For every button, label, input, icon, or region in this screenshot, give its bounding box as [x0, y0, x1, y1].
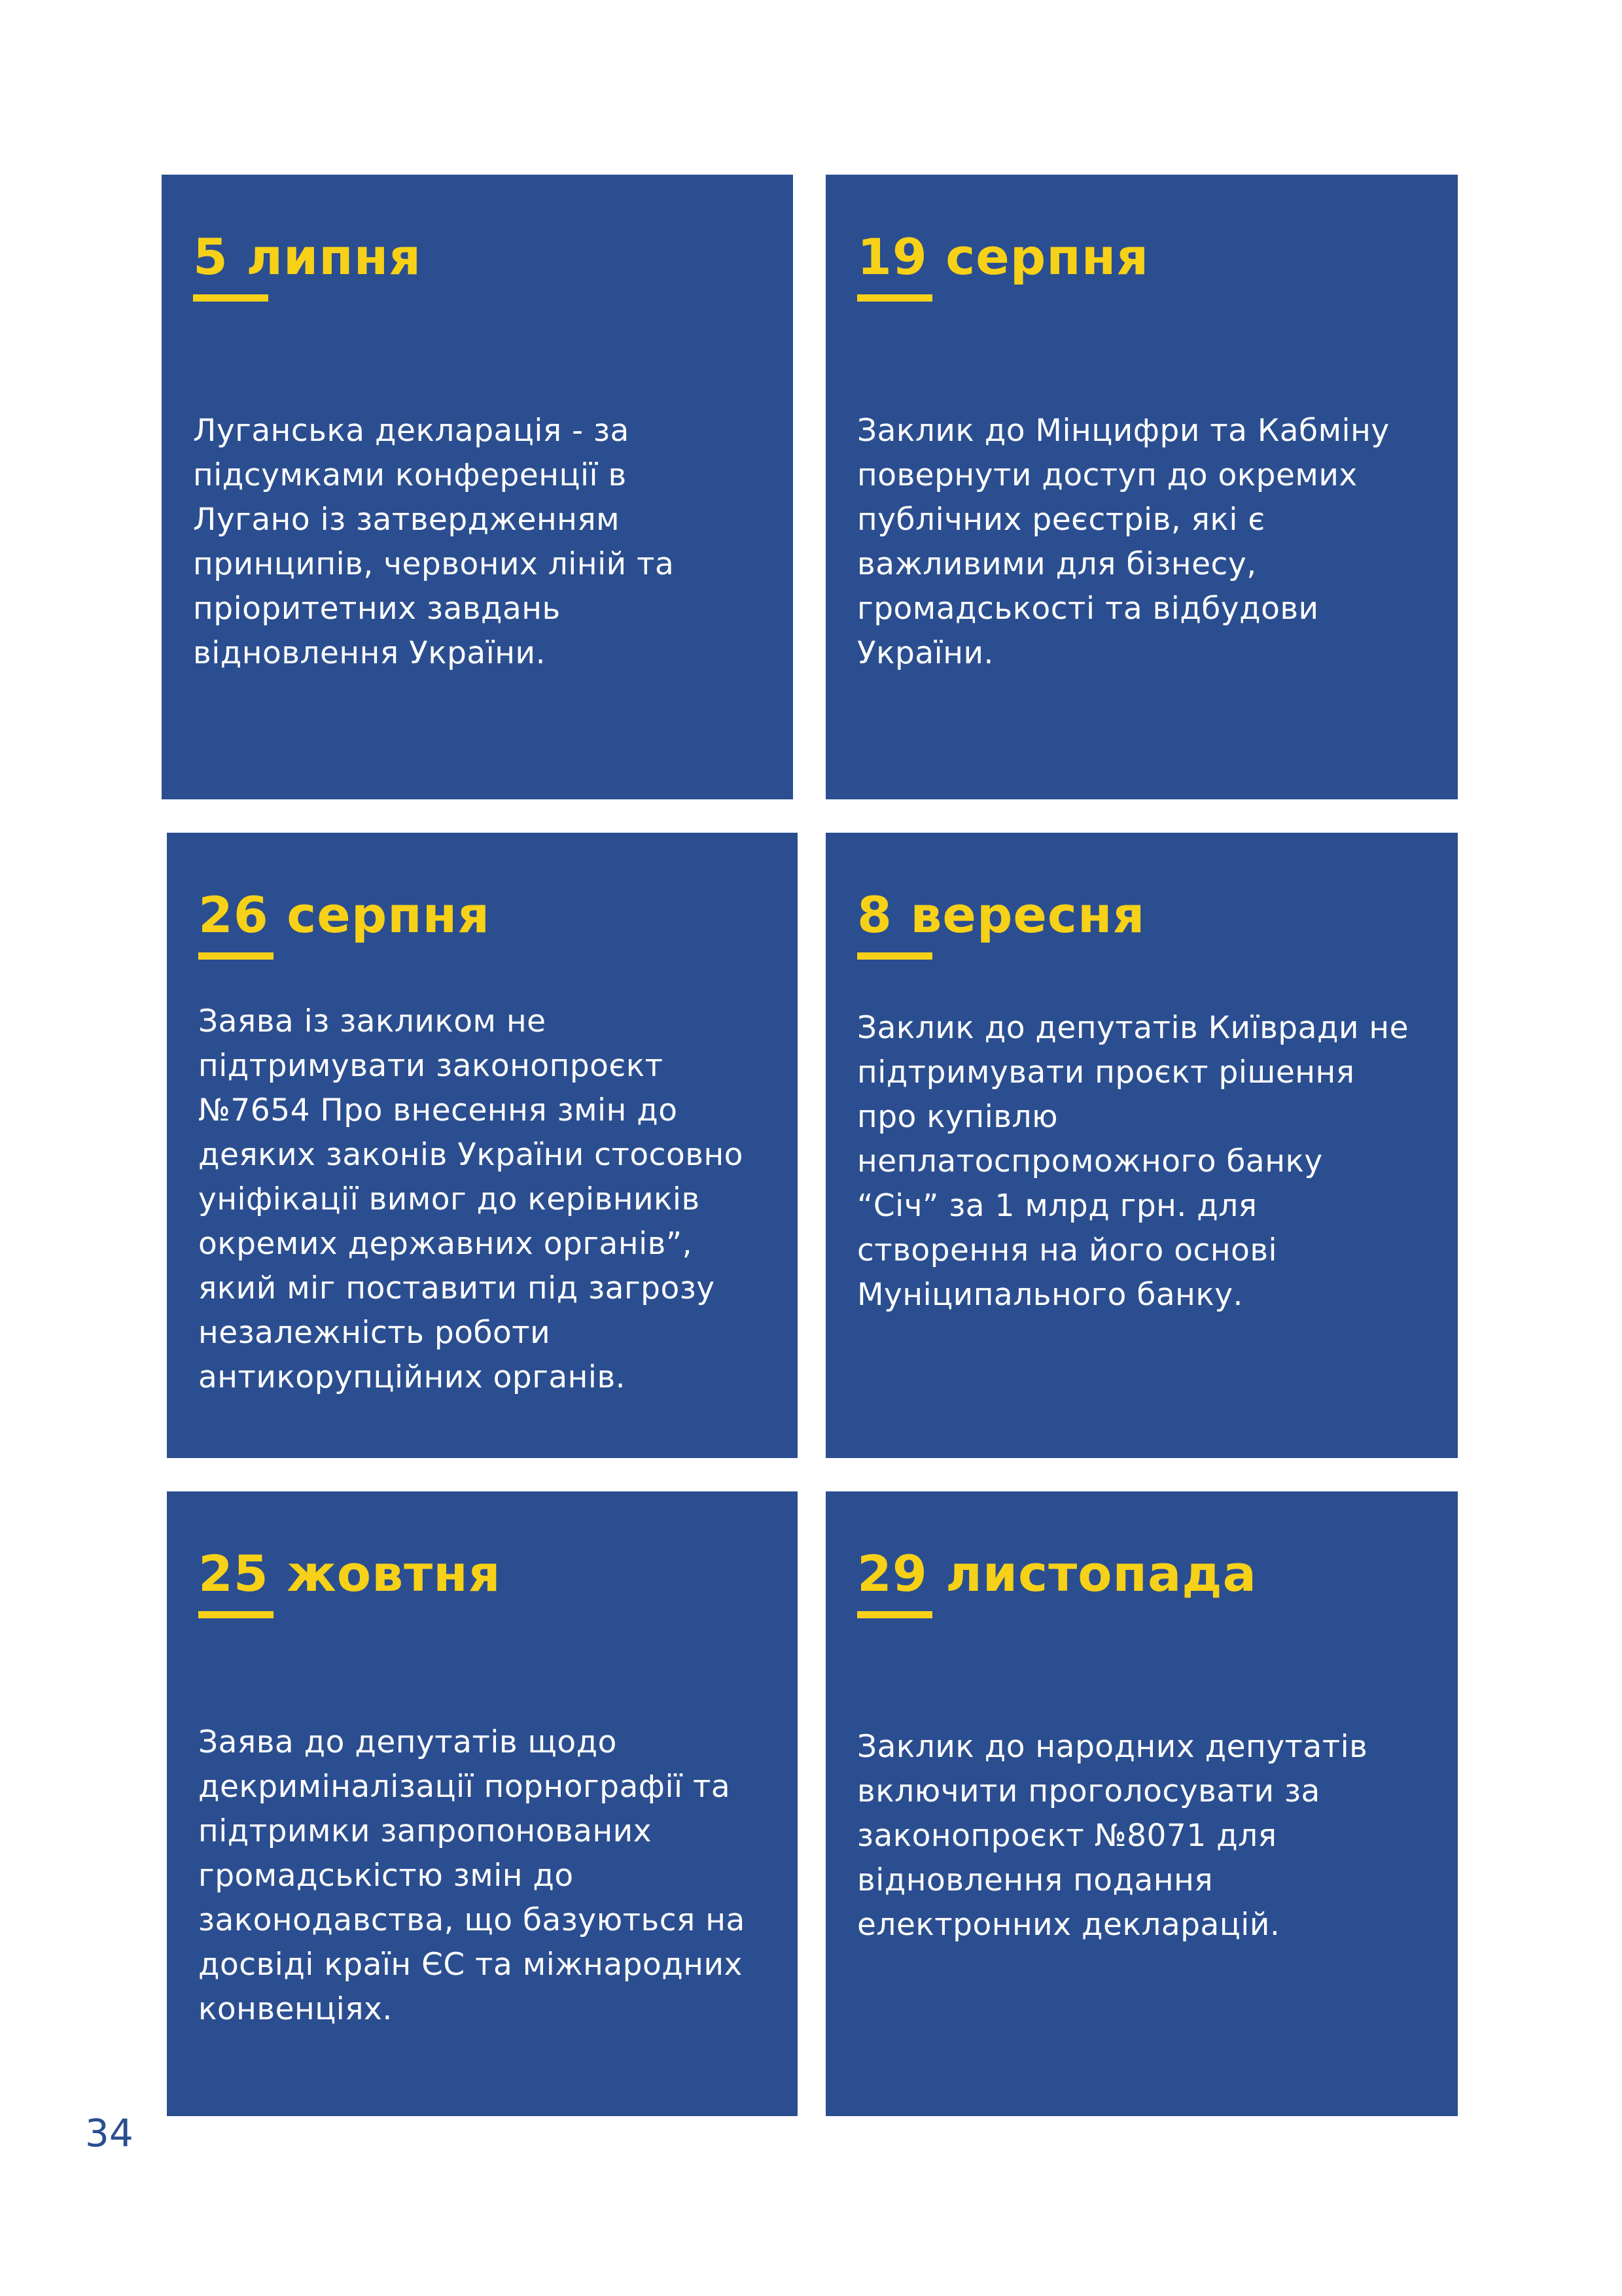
card-august-19 [826, 175, 1458, 799]
card-november-29 [826, 1491, 1458, 2116]
date-underline [193, 294, 268, 302]
card-description: Луганська декларація - за підсумками конференції в Лугано із затвердженням принципів, червоних ліній та пріоритетних завдань відновлення України. [193, 413, 675, 671]
card-description: Заклик до Мінцифри та Кабміну повернути доступ до окремих публічних реєстрів, які є важливими для бізнесу, громадськості та відбудови України. [857, 413, 1390, 671]
card-date: 29 листопада [857, 1544, 1257, 1603]
date-underline [198, 1611, 273, 1618]
card-description: Заява із закликом не підтримувати законопроєкт №7654 Про внесення змін до деяких законів України стосовно уніфікації вимог до керівників окремих державних органів”, який міг поставити під загрозу незалежність роботи антикорупційних органів. [198, 1003, 743, 1395]
card-september-8 [826, 833, 1458, 1458]
card-date: 8 вересня [857, 886, 1146, 944]
card-description: Заклик до народних депутатів включити проголосувати за законопроєкт №8071 для відновлення подання електронних декларацій. [857, 1729, 1368, 1943]
page-number: 34 [85, 2111, 133, 2155]
card-date: 19 серпня [857, 228, 1150, 286]
date-underline [857, 1611, 932, 1618]
card-date: 26 серпня [198, 886, 491, 944]
card-july-5 [162, 175, 793, 799]
card-october-25 [167, 1491, 798, 2116]
date-underline [198, 952, 273, 960]
card-date: 5 липня [193, 228, 422, 286]
card-date: 25 жовтня [198, 1544, 501, 1603]
card-august-26 [167, 833, 798, 1458]
card-description: Заява до депутатів щодо декриміналізації порнографії та підтримки запропонованих громадськістю змін до законодавства, що базуються на досвіді країн ЄС та міжнародних конвенціях. [198, 1724, 745, 2027]
card-description: Заклик до депутатів Київради не підтримувати проєкт рішення про купівлю неплатоспроможного банку “Січ” за 1 млрд грн. для створення на його основі Муніципального банку. [857, 1010, 1409, 1313]
date-underline [857, 952, 932, 960]
date-underline [857, 294, 932, 302]
